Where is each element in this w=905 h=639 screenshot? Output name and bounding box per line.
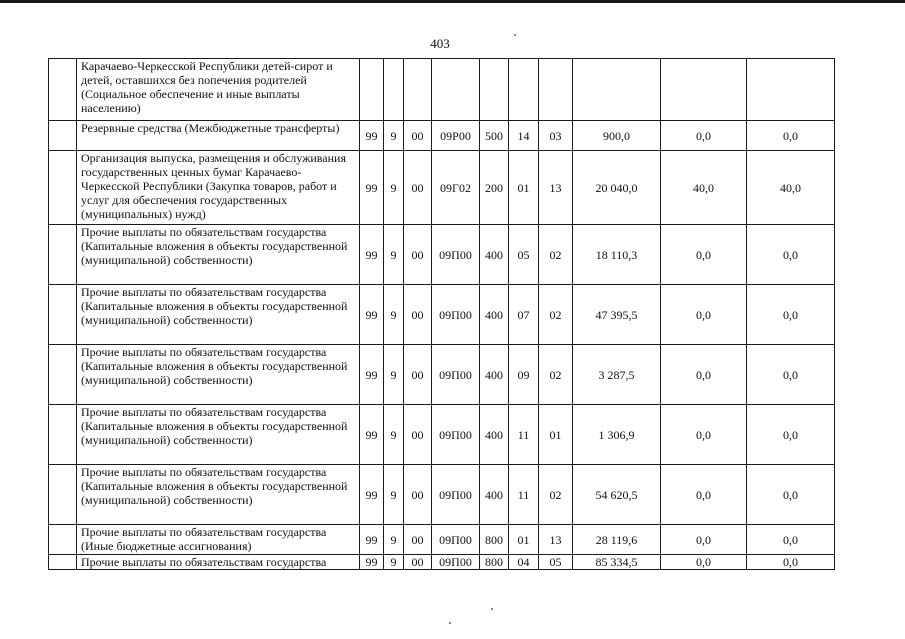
code-cell: 99: [360, 405, 384, 465]
code-cell: [509, 59, 539, 121]
table-row: [49, 121, 835, 151]
code-cell: 09Р00: [432, 121, 480, 151]
code-cell: [360, 59, 384, 121]
code-cell: 01: [539, 405, 573, 465]
code-cell: 00: [404, 285, 432, 345]
code-cell: 09П00: [432, 225, 480, 285]
code-cell: 09П00: [432, 345, 480, 405]
code-cell: 9: [384, 285, 404, 345]
code-cell: 03: [539, 121, 573, 151]
budget-table: [48, 58, 835, 570]
code-cell: 09: [509, 345, 539, 405]
code-cell: 09П00: [432, 405, 480, 465]
amount-cell: 0,0: [661, 405, 747, 465]
expense-name-cell: Прочие выплаты по обязательствам государства (Капитальные вложения в объекты государственной (муниципальной) собственности): [77, 225, 360, 285]
page-number: 403: [430, 36, 450, 51]
scan-speck: [514, 34, 516, 36]
amount-cell: 0,0: [661, 225, 747, 285]
amount-cell: 0,0: [661, 285, 747, 345]
amount-cell: 0,0: [661, 525, 747, 555]
amount-cell: 28 119,6: [573, 525, 661, 555]
scan-speck: [491, 608, 493, 610]
table-row: [49, 345, 835, 405]
code-cell: 400: [480, 225, 509, 285]
amount-cell: [573, 59, 661, 121]
amount-cell: 0,0: [747, 525, 835, 555]
code-cell: 00: [404, 151, 432, 225]
amount-cell: 0,0: [661, 345, 747, 405]
code-cell: 01: [509, 151, 539, 225]
amount-cell: 0,0: [661, 121, 747, 151]
code-cell: 00: [404, 121, 432, 151]
code-cell: 02: [539, 225, 573, 285]
code-cell: 05: [539, 555, 573, 570]
amount-cell: 0,0: [747, 285, 835, 345]
row-number-cell: [49, 225, 77, 285]
code-cell: 99: [360, 345, 384, 405]
code-cell: 04: [509, 555, 539, 570]
table-body: [49, 59, 835, 570]
code-cell: [480, 59, 509, 121]
code-cell: 02: [539, 285, 573, 345]
code-cell: 09Г02: [432, 151, 480, 225]
code-cell: 9: [384, 345, 404, 405]
expense-name-cell: Прочие выплаты по обязательствам государства (Капитальные вложения в объекты государственной (муниципальной) собственности): [77, 465, 360, 525]
row-number-cell: [49, 285, 77, 345]
code-cell: 99: [360, 465, 384, 525]
code-cell: 9: [384, 121, 404, 151]
row-number-cell: [49, 405, 77, 465]
amount-cell: 0,0: [747, 225, 835, 285]
expense-name-cell: Прочие выплаты по обязательствам государства (Капитальные вложения в объекты государственной (муниципальной) собственности): [77, 345, 360, 405]
amount-cell: 0,0: [661, 555, 747, 570]
code-cell: 00: [404, 345, 432, 405]
amount-cell: 40,0: [661, 151, 747, 225]
amount-cell: 47 395,5: [573, 285, 661, 345]
row-number-cell: [49, 465, 77, 525]
expense-name-cell: Организация выпуска, размещения и обслуживания государственных ценных бумаг Карачаево-Черкесской Республики (Закупка товаров, работ и услуг для обеспечения государственных (муниципальных) нужд): [77, 151, 360, 225]
code-cell: 01: [509, 525, 539, 555]
code-cell: 11: [509, 405, 539, 465]
code-cell: 00: [404, 405, 432, 465]
code-cell: 00: [404, 555, 432, 570]
expense-name-cell: Прочие выплаты по обязательствам государства: [77, 555, 360, 570]
code-cell: 07: [509, 285, 539, 345]
code-cell: 400: [480, 465, 509, 525]
row-number-cell: [49, 345, 77, 405]
row-number-cell: [49, 121, 77, 151]
code-cell: 400: [480, 285, 509, 345]
amount-cell: 54 620,5: [573, 465, 661, 525]
row-number-cell: [49, 555, 77, 570]
code-cell: 02: [539, 465, 573, 525]
scan-top-border: [0, 0, 905, 3]
code-cell: [432, 59, 480, 121]
code-cell: 11: [509, 465, 539, 525]
row-number-cell: [49, 59, 77, 121]
code-cell: 14: [509, 121, 539, 151]
code-cell: [539, 59, 573, 121]
code-cell: 99: [360, 121, 384, 151]
code-cell: 99: [360, 555, 384, 570]
amount-cell: 0,0: [747, 121, 835, 151]
table-row: [49, 225, 835, 285]
code-cell: 00: [404, 465, 432, 525]
table-row: [49, 525, 835, 555]
code-cell: 200: [480, 151, 509, 225]
code-cell: 500: [480, 121, 509, 151]
code-cell: 09П00: [432, 525, 480, 555]
amount-cell: 0,0: [747, 345, 835, 405]
amount-cell: [661, 59, 747, 121]
code-cell: 09П00: [432, 465, 480, 525]
amount-cell: 1 306,9: [573, 405, 661, 465]
expense-name-cell: Прочие выплаты по обязательствам государства (Капитальные вложения в объекты государственной (муниципальной) собственности): [77, 405, 360, 465]
code-cell: [384, 59, 404, 121]
expense-name-cell: Резервные средства (Межбюджетные трансферты): [77, 121, 360, 151]
amount-cell: 85 334,5: [573, 555, 661, 570]
amount-cell: 20 040,0: [573, 151, 661, 225]
code-cell: 99: [360, 151, 384, 225]
expense-name-cell: Прочие выплаты по обязательствам государства (Иные бюджетные ассигнования): [77, 525, 360, 555]
code-cell: [404, 59, 432, 121]
code-cell: 800: [480, 555, 509, 570]
code-cell: 9: [384, 405, 404, 465]
row-number-cell: [49, 525, 77, 555]
code-cell: 09П00: [432, 285, 480, 345]
amount-cell: 0,0: [661, 465, 747, 525]
amount-cell: [747, 59, 835, 121]
table-row: [49, 465, 835, 525]
amount-cell: 18 110,3: [573, 225, 661, 285]
amount-cell: 0,0: [747, 555, 835, 570]
code-cell: 13: [539, 525, 573, 555]
code-cell: 400: [480, 345, 509, 405]
code-cell: 00: [404, 525, 432, 555]
code-cell: 99: [360, 525, 384, 555]
table-row: [49, 405, 835, 465]
table-row: [49, 59, 835, 121]
code-cell: 9: [384, 525, 404, 555]
code-cell: 99: [360, 285, 384, 345]
scan-speck: [449, 622, 451, 624]
table-row: [49, 285, 835, 345]
code-cell: 02: [539, 345, 573, 405]
code-cell: 13: [539, 151, 573, 225]
table-row: [49, 151, 835, 225]
code-cell: 9: [384, 225, 404, 285]
amount-cell: 0,0: [747, 465, 835, 525]
amount-cell: 900,0: [573, 121, 661, 151]
code-cell: 99: [360, 225, 384, 285]
expense-name-cell: Карачаево-Черкесской Республики детей-сирот и детей, оставшихся без попечения родителей (Социальное обеспечение и иные выплаты населению): [77, 59, 360, 121]
table-row: [49, 555, 835, 570]
expense-name-cell: Прочие выплаты по обязательствам государства (Капитальные вложения в объекты государственной (муниципальной) собственности): [77, 285, 360, 345]
amount-cell: 3 287,5: [573, 345, 661, 405]
amount-cell: 40,0: [747, 151, 835, 225]
code-cell: 9: [384, 465, 404, 525]
code-cell: 05: [509, 225, 539, 285]
code-cell: 09П00: [432, 555, 480, 570]
code-cell: 9: [384, 555, 404, 570]
row-number-cell: [49, 151, 77, 225]
code-cell: 9: [384, 151, 404, 225]
amount-cell: 0,0: [747, 405, 835, 465]
code-cell: 800: [480, 525, 509, 555]
code-cell: 00: [404, 225, 432, 285]
code-cell: 400: [480, 405, 509, 465]
